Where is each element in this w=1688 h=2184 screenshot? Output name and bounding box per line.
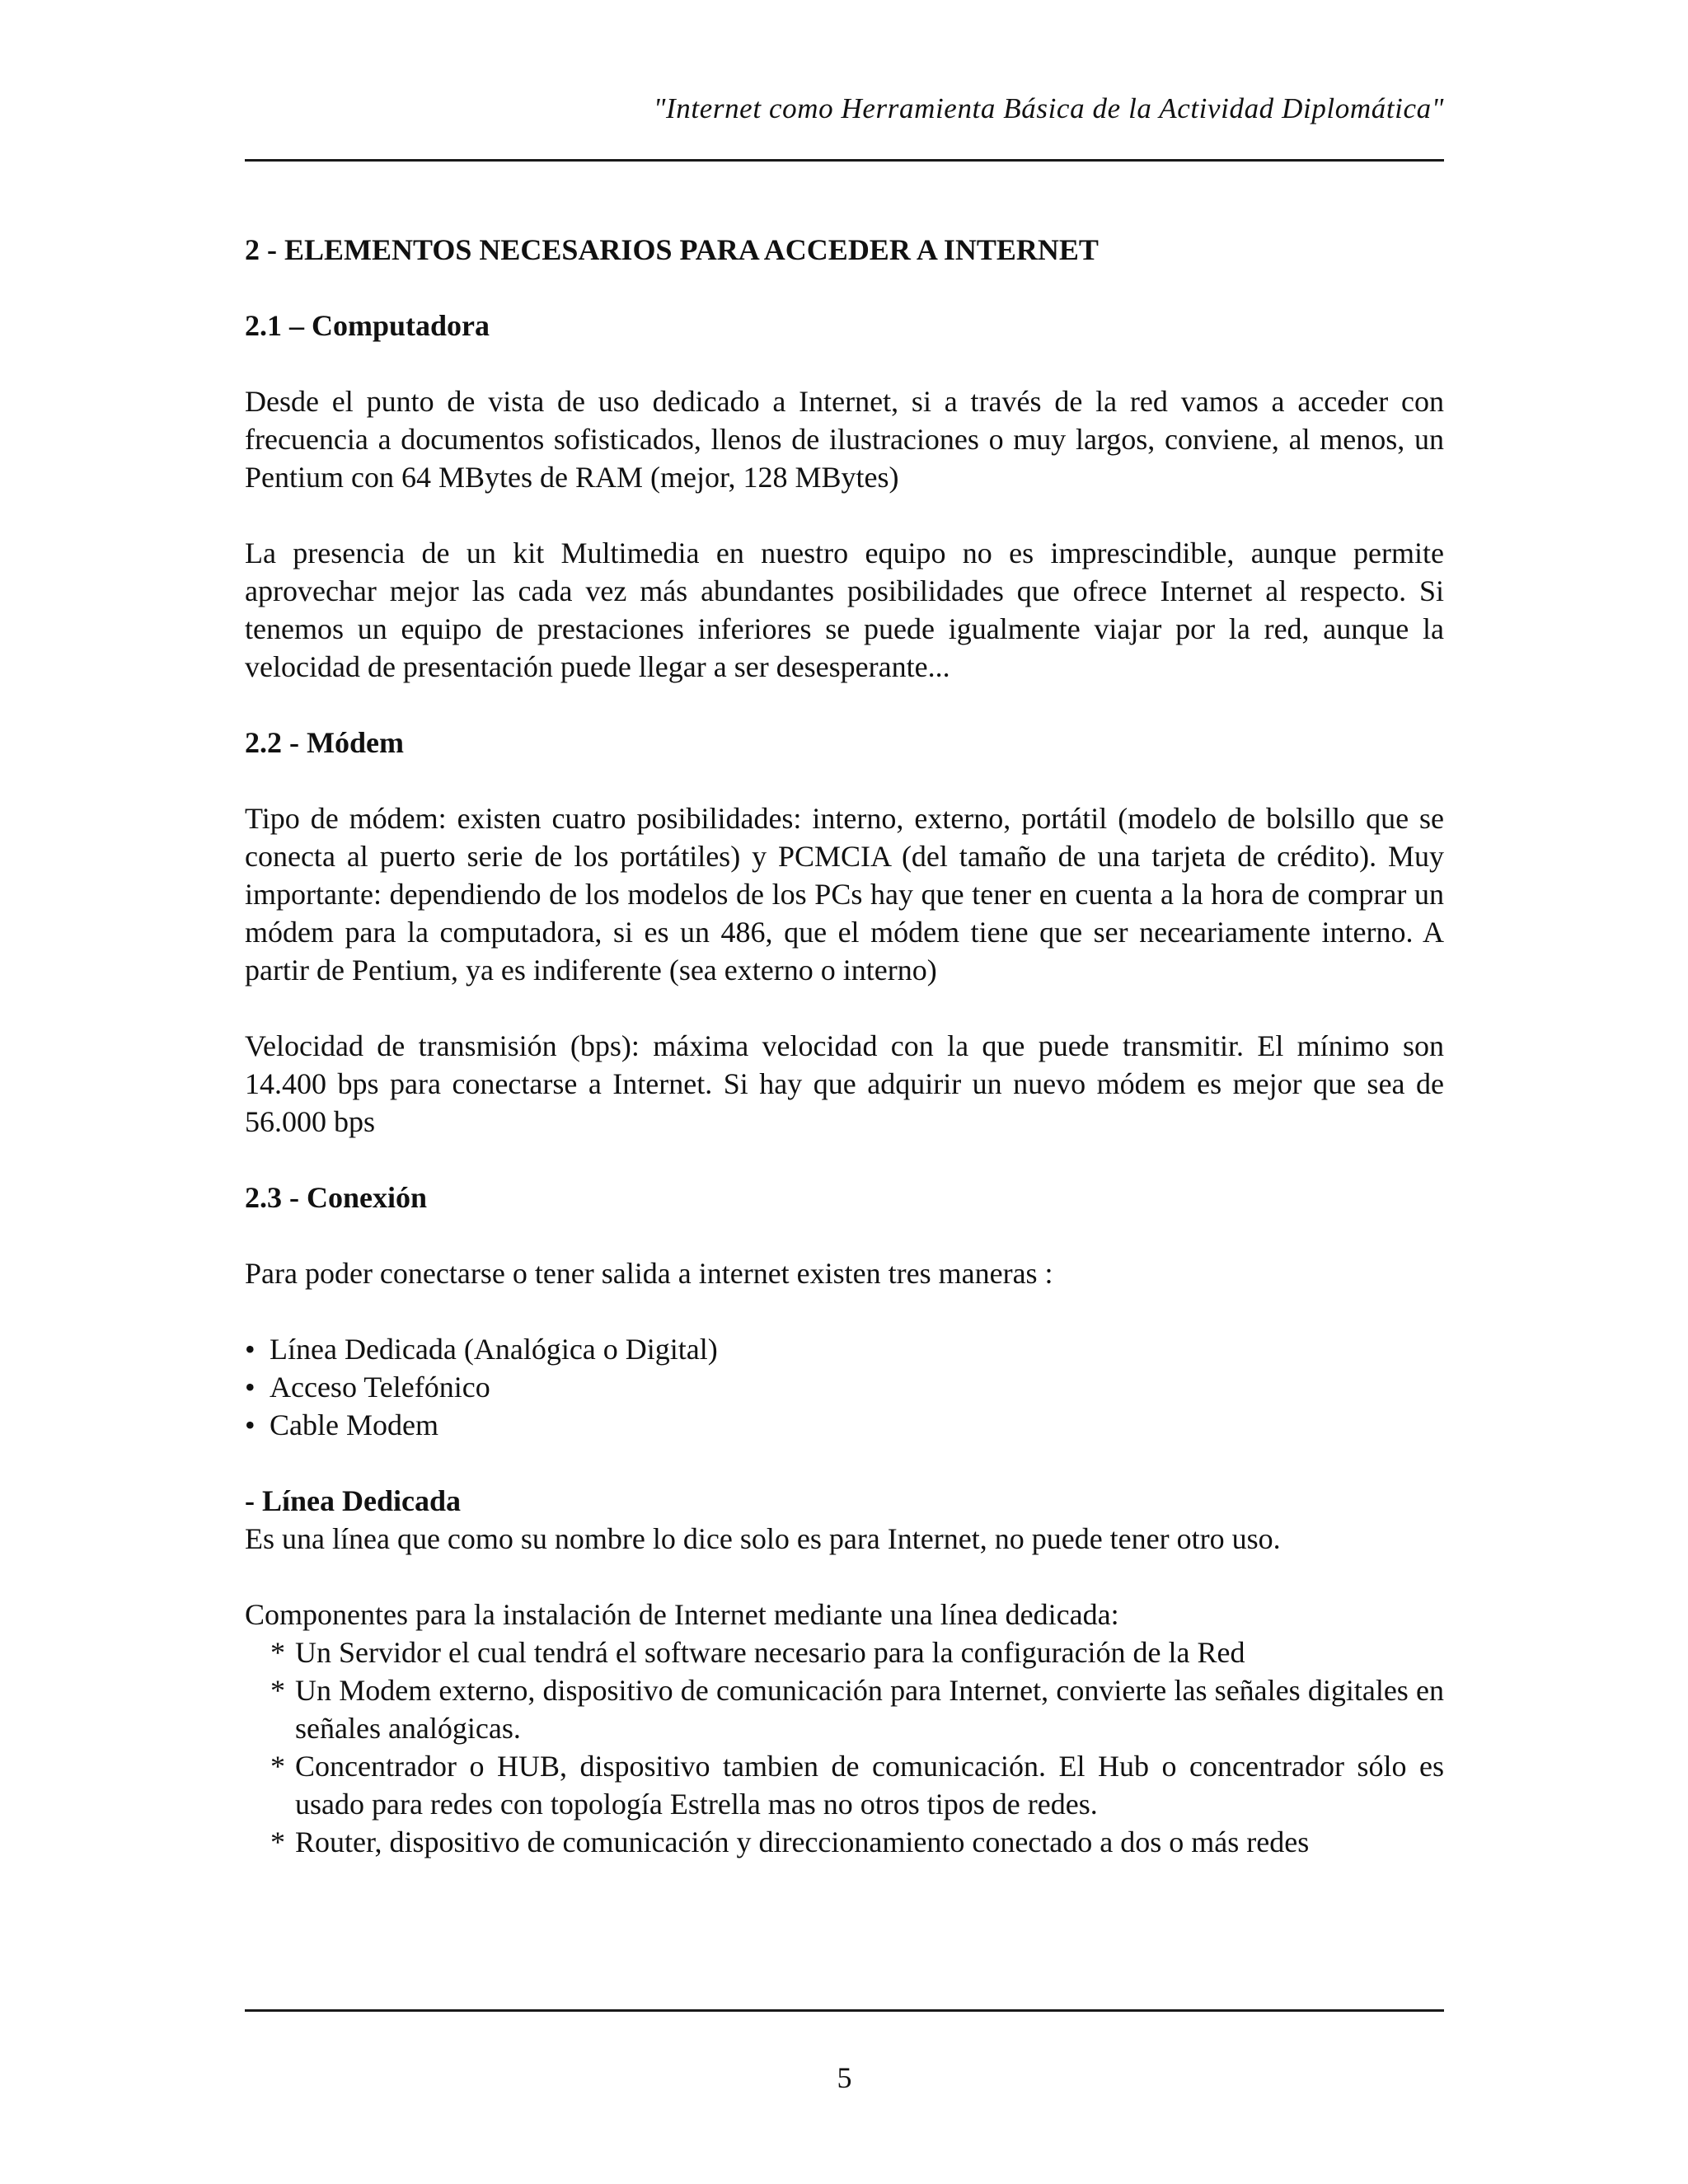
list-item-text: Línea Dedicada (Analógica o Digital) [270, 1333, 718, 1366]
document-page [245, 0, 1444, 2184]
list-item [245, 1330, 1444, 1368]
components-list [245, 1633, 1444, 1861]
list-item [245, 1823, 1444, 1861]
asterisk-icon: * [270, 1674, 285, 1707]
paragraph-computadora-1: Desde el punto de vista de uso dedicado a Internet, si a través de la red vamos a acceder con frecuencia a documentos sofisticados, llenos de ilustraciones o muy largos, conviene, al menos, un Pentium con 64 MBytes de RAM (mejor, 128 MBytes) [245, 385, 1444, 494]
list-item-text: Router, dispositivo de comunicación y direccionamiento conectado a dos o más redes [295, 1825, 1310, 1858]
list-item-text: Acceso Telefónico [270, 1371, 490, 1404]
list-item-text: Un Modem externo, dispositivo de comunicación para Internet, convierte las señales digitales en señales analógicas. [295, 1674, 1444, 1745]
list-item [245, 1747, 1444, 1823]
asterisk-icon: * [270, 1825, 285, 1858]
subsection-title-conexion: 2.3 - Conexión [245, 1181, 428, 1214]
list-item-text: Concentrador o HUB, dispositivo tambien de comunicación. El Hub o concentrador sólo es usado para redes con topología Estrella mas no otros tipos de redes. [295, 1750, 1444, 1821]
asterisk-icon: * [270, 1750, 285, 1783]
subsection-title-modem: 2.2 - Módem [245, 726, 404, 759]
page-number: 5 [837, 2061, 852, 2094]
list-item [245, 1368, 1444, 1406]
running-header: "Internet como Herramienta Básica de la Actividad Diplomática" [653, 92, 1444, 124]
list-item-text: Un Servidor el cual tendrá el software necesario para la configuración de la Red [295, 1636, 1245, 1669]
bullet-icon: • [245, 1408, 256, 1441]
paragraph-modem-2: Velocidad de transmisión (bps): máxima velocidad con la que puede transmitir. El mínimo son 14.400 bps para conectarse a Internet. Si hay que adquirir un nuevo módem es mejor que sea de 56.000 bps [245, 1029, 1444, 1138]
page-content [245, 231, 1444, 1861]
dedicated-line-description: Es una línea que como su nombre lo dice solo es para Internet, no puede tener otro uso. [245, 1522, 1281, 1555]
connection-options-list [245, 1330, 1444, 1444]
list-item [245, 1406, 1444, 1444]
asterisk-icon: * [270, 1636, 285, 1669]
list-item-text: Cable Modem [270, 1408, 438, 1441]
subsection-title-computadora: 2.1 – Computadora [245, 309, 490, 342]
section-title: 2 - ELEMENTOS NECESARIOS PARA ACCEDER A INTERNET [245, 233, 1099, 266]
list-item [245, 1671, 1444, 1747]
bullet-icon: • [245, 1371, 256, 1404]
paragraph-modem-1: Tipo de módem: existen cuatro posibilidades: interno, externo, portátil (modelo de bolsillo que se conecta al puerto serie de los portátiles) y PCMCIA (del tamaño de una tarjeta de crédito). Muy importante: dependiendo de los modelos de los PCs hay que tener en cuenta a la hora de comprar un módem para la computadora, si es un 486, que el módem tiene que ser neceariamente interno. A partir de Pentium, ya es indiferente (sea externo o interno) [245, 802, 1444, 987]
paragraph-conexion-intro: Para poder conectarse o tener salida a internet existen tres maneras : [245, 1257, 1053, 1290]
footer-rule [245, 2009, 1444, 2012]
list-item [245, 1633, 1444, 1671]
bullet-icon: • [245, 1333, 256, 1366]
components-intro: Componentes para la instalación de Internet mediante una línea dedicada: [245, 1598, 1119, 1631]
dedicated-line-title: - Línea Dedicada [245, 1484, 462, 1517]
paragraph-computadora-2: La presencia de un kit Multimedia en nuestro equipo no es imprescindible, aunque permite aprovechar mejor las cada vez más abundantes posibilidades que ofrece Internet al respecto. Si tenemos un equipo de prestaciones inferiores se puede igualmente viajar por la red, aunque la velocidad de presentación puede llegar a ser desesperante... [245, 537, 1444, 683]
header-rule [245, 159, 1444, 162]
